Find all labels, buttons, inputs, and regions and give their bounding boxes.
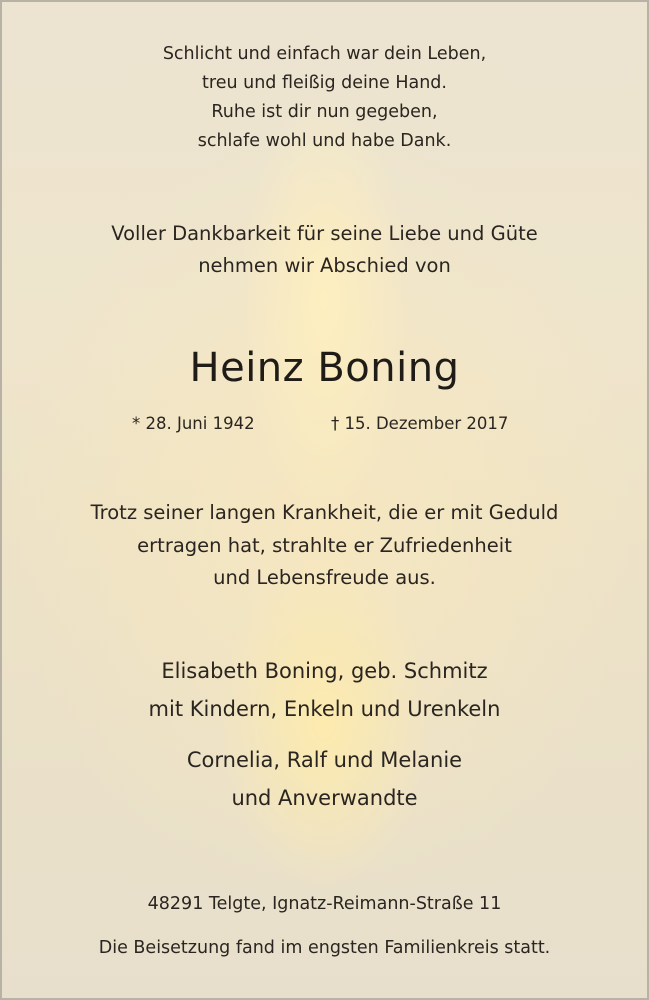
mourner-line: und Anverwandte	[231, 786, 418, 810]
tribute-line: Trotz seiner langen Krankheit, die er mit Geduld	[90, 501, 559, 524]
mourner-line: mit Kindern, Enkeln und Urenkeln	[148, 697, 501, 721]
mourner-line: Elisabeth Boning, geb. Schmitz	[161, 659, 488, 683]
death-date: † 15. Dezember 2017	[331, 414, 509, 433]
mourners-spouse	[2, 652, 647, 728]
family-address: 48291 Telgte, Ignatz-Reimann-Straße 11	[147, 894, 502, 914]
poem-line: Ruhe ist dir nun gegeben,	[211, 102, 438, 122]
birth-date: * 28. Juni 1942	[132, 414, 255, 433]
intro-line: nehmen wir Abschied von	[198, 254, 451, 277]
memorial-poem	[2, 40, 647, 156]
funeral-note: Die Beisetzung fand im engsten Familienkreis statt.	[98, 938, 551, 958]
farewell-intro	[2, 218, 647, 282]
deceased-name: Heinz Boning	[189, 345, 460, 391]
poem-line: treu und fleißig deine Hand.	[202, 73, 447, 93]
poem-line: schlafe wohl und habe Dank.	[197, 131, 452, 151]
tribute-text	[2, 497, 647, 595]
tribute-line: und Lebensfreude aus.	[213, 566, 436, 589]
poem-line: Schlicht und einfach war dein Leben,	[162, 44, 487, 64]
intro-line: Voller Dankbarkeit für seine Liebe und Güte	[111, 222, 538, 245]
mourner-line: Cornelia, Ralf und Melanie	[186, 748, 463, 772]
mourners-relatives	[2, 741, 647, 817]
tribute-line: ertragen hat, strahlte er Zufriedenheit	[137, 533, 512, 557]
